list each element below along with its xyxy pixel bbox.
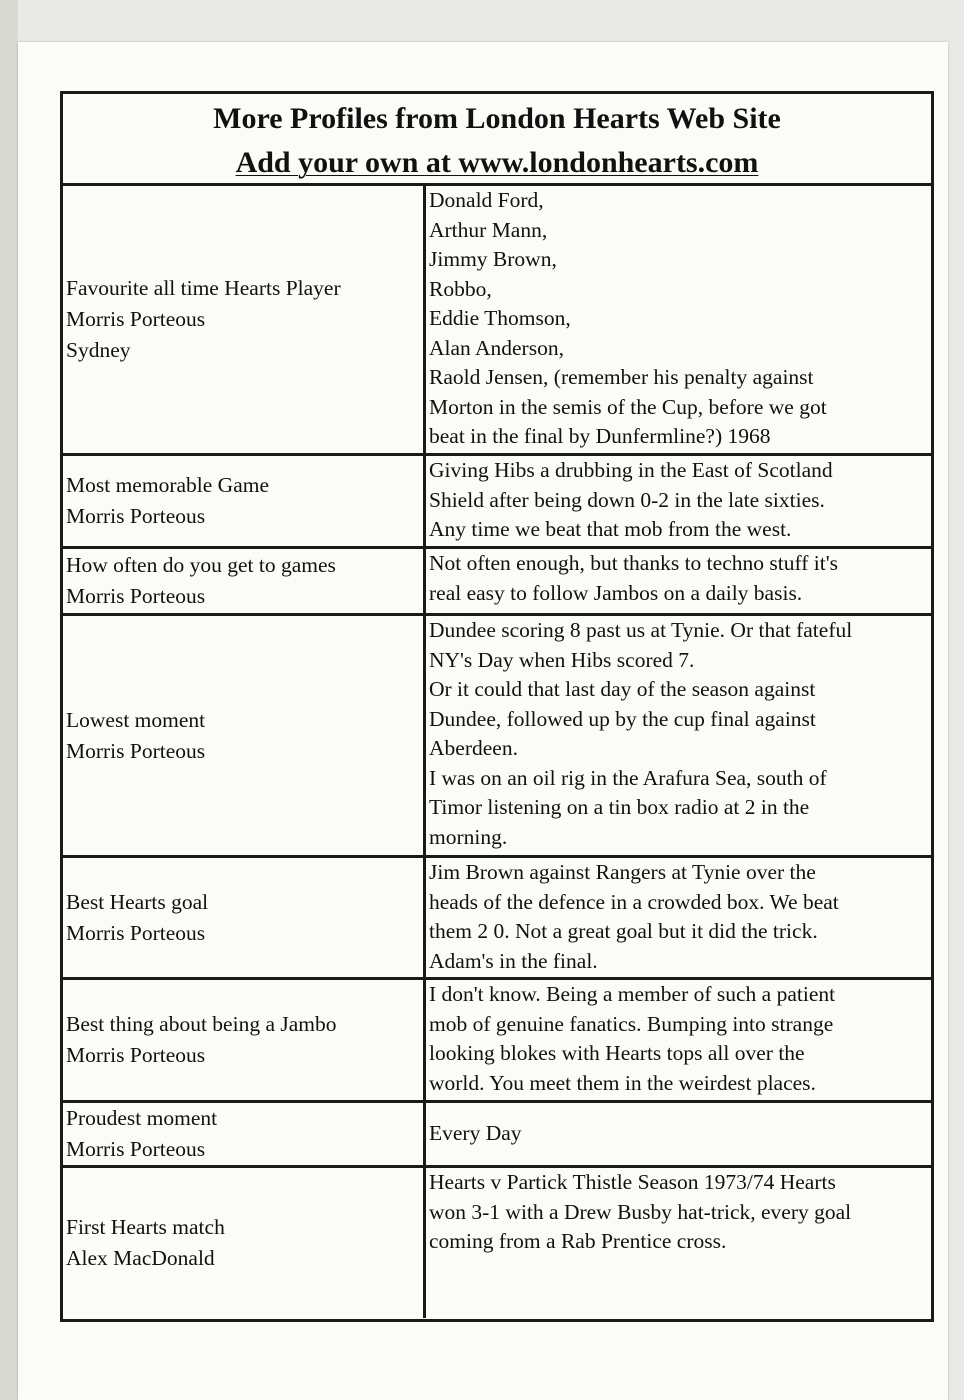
respondent-name: Morris Porteous	[66, 920, 206, 945]
answer-line: Any time we beat that mob from the west.	[429, 517, 792, 541]
answer-line: Eddie Thomson,	[429, 306, 571, 330]
answer-line: won 3-1 with a Drew Busby hat-trick, every goal	[429, 1199, 852, 1224]
answer-line: Jim Brown against Rangers at Tynie over the	[429, 860, 816, 884]
question-label: Lowest moment	[66, 707, 206, 732]
answer-line: world. You meet them in the weirdest places.	[429, 1070, 816, 1095]
profile-row	[63, 1103, 931, 1168]
answer-line: them 2 0. Not a great goal but it did the trick.	[429, 919, 818, 943]
question-cell	[63, 549, 426, 613]
answer-line: Or it could that last day of the season against	[429, 677, 816, 701]
answer-line: Dundee, followed up by the cup final against	[429, 706, 816, 731]
answer-line: beat in the final by Dunfermline?) 1968	[429, 424, 771, 448]
answer-cell	[426, 456, 931, 546]
answer-line: heads of the defence in a crowded box. We beat	[429, 889, 839, 914]
question-label: Favourite all time Hearts Player	[66, 276, 341, 300]
respondent-name: Morris Porteous	[66, 738, 206, 763]
question-label: Proudest moment	[66, 1106, 218, 1130]
respondent-name: Alex MacDonald	[66, 1246, 215, 1270]
answer-line: Not often enough, but thanks to techno stuff it's	[429, 551, 838, 575]
answer-line: mob of genuine fanatics. Bumping into strange	[429, 1011, 834, 1036]
answer-line: looking blokes with Hearts tops all over the	[429, 1041, 805, 1065]
question-cell	[63, 858, 426, 977]
question-label: First Hearts match	[66, 1215, 225, 1239]
answer-line: morning.	[429, 824, 508, 849]
answer-line: Alan Anderson,	[429, 335, 564, 360]
question-cell	[63, 1168, 426, 1318]
banner	[63, 94, 931, 186]
answer-cell	[426, 186, 931, 453]
banner-title: More Profiles from London Hearts Web Site	[213, 102, 781, 135]
page-edge	[0, 0, 18, 1400]
answer-cell	[426, 980, 931, 1100]
profile-row	[63, 858, 931, 980]
profile-row	[63, 616, 931, 858]
answer-line: Every Day	[429, 1121, 522, 1146]
answer-line: Timor listening on a tin box radio at 2 in the	[429, 795, 810, 819]
question-label: Best thing about being a Jambo	[66, 1012, 337, 1036]
answer-line: NY's Day when Hibs scored 7.	[429, 647, 695, 672]
profile-row	[63, 549, 931, 616]
respondent-name: Morris Porteous	[66, 1043, 206, 1067]
answer-line: Donald Ford,	[429, 188, 544, 212]
answer-line: Shield after being down 0-2 in the late sixties.	[429, 487, 825, 512]
question-cell	[63, 616, 426, 855]
respondent-name: Morris Porteous	[66, 504, 206, 528]
profile-row	[63, 1168, 931, 1318]
answer-line: Giving Hibs a drubbing in the East of Scotland	[429, 458, 833, 482]
answer-line: Robbo,	[429, 276, 492, 301]
answer-line: Adam's in the final.	[429, 948, 598, 973]
profile-row	[63, 186, 931, 456]
question-label: Most memorable Game	[66, 473, 270, 497]
answer-cell	[426, 549, 931, 613]
respondent-name: Morris Porteous	[66, 584, 206, 608]
answer-cell	[426, 1168, 931, 1318]
profile-table	[60, 91, 934, 1322]
question-label: Best Hearts goal	[66, 889, 209, 914]
profile-row	[63, 456, 931, 549]
answer-line: Dundee scoring 8 past us at Tynie. Or that fateful	[429, 618, 853, 642]
answer-line: I don't know. Being a member of such a patient	[429, 982, 836, 1006]
answer-line: coming from a Rab Prentice cross.	[429, 1229, 727, 1253]
answer-line: I was on an oil rig in the Arafura Sea, south of	[429, 765, 827, 790]
answer-line: Hearts v Partick Thistle Season 1973/74 Hearts	[429, 1170, 836, 1194]
answer-line: Aberdeen.	[429, 736, 518, 760]
answer-line: Morton in the semis of the Cup, before we got	[429, 394, 827, 419]
answer-line: Raold Jensen, (remember his penalty against	[429, 365, 814, 389]
profile-row	[63, 980, 931, 1103]
answer-cell	[426, 616, 931, 855]
question-label: How often do you get to games	[66, 553, 336, 577]
answer-line: real easy to follow Jambos on a daily basis.	[429, 580, 803, 605]
answer-line: Jimmy Brown,	[429, 247, 557, 271]
question-cell	[63, 1103, 426, 1165]
question-cell	[63, 980, 426, 1100]
respondent-location: Sydney	[66, 338, 131, 362]
answer-line: Arthur Mann,	[429, 217, 548, 242]
question-cell	[63, 456, 426, 546]
answer-cell	[426, 858, 931, 977]
respondent-name: Morris Porteous	[66, 307, 206, 331]
banner-subtitle: Add your own at www.londonhearts.com	[235, 146, 759, 179]
question-cell	[63, 186, 426, 453]
answer-cell	[426, 1103, 931, 1165]
respondent-name: Morris Porteous	[66, 1137, 206, 1161]
